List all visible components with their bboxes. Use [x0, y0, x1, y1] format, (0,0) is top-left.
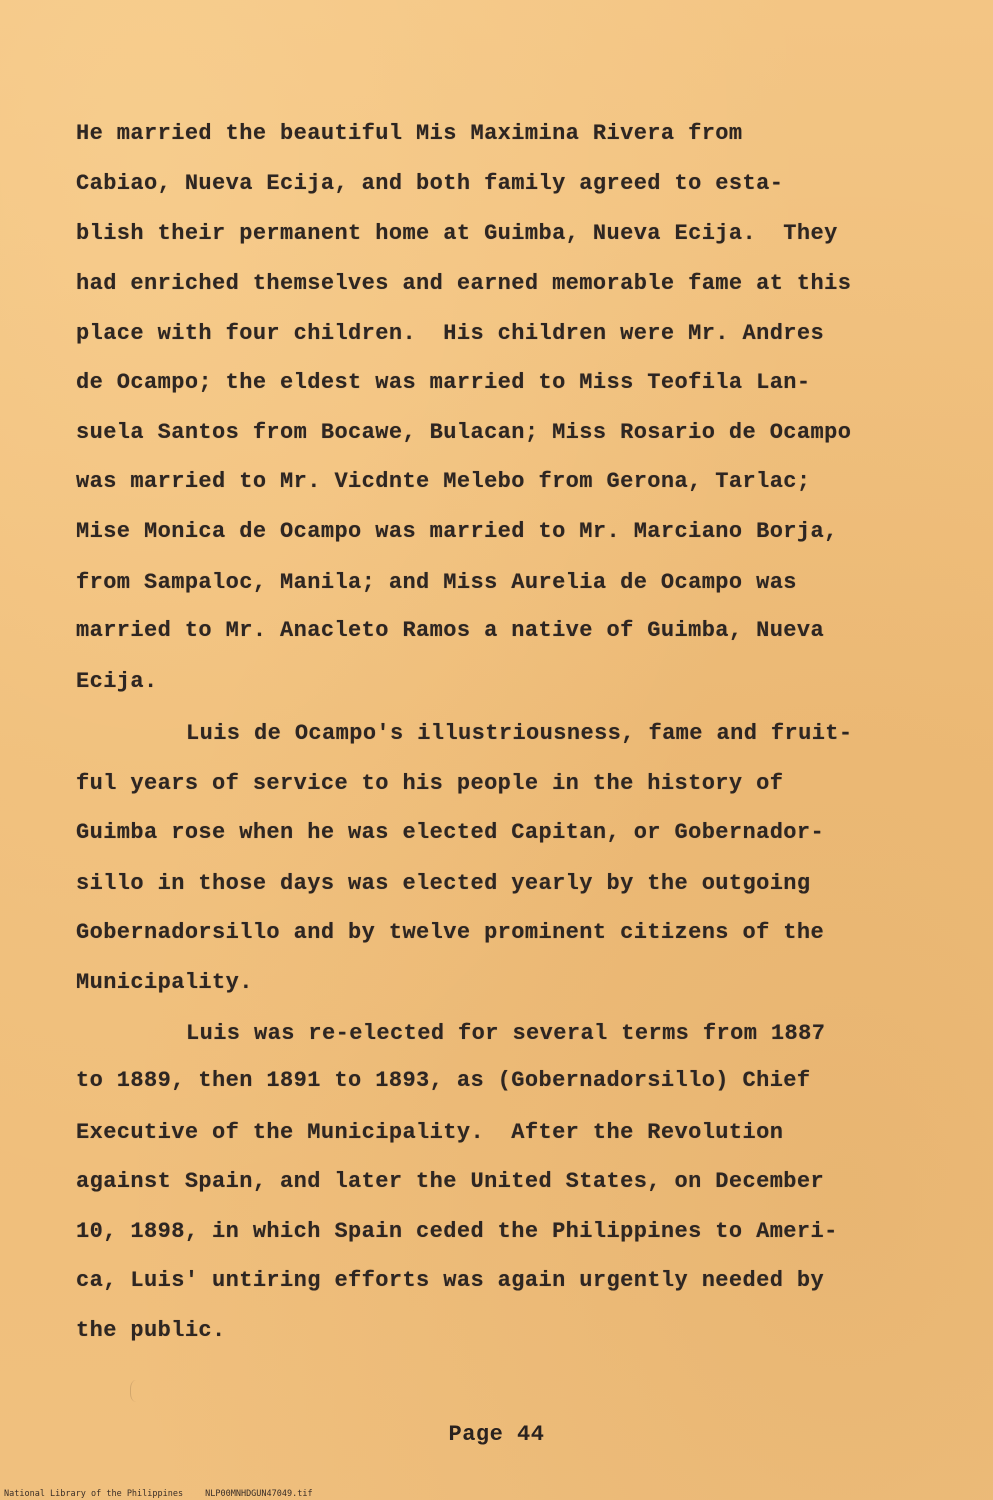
text-line-10: from Sampaloc, Manila; and Miss Aurelia de Ocampo was	[76, 570, 797, 595]
text-line-8: was married to Mr. Vicdnte Melebo from Gerona, Tarlac;	[76, 469, 811, 494]
text-line-24: ca, Luis' untiring efforts was again urgently needed by	[76, 1268, 825, 1293]
scan-footer	[4, 1489, 313, 1499]
text-line-22: against Spain, and later the United States, on December	[76, 1169, 825, 1194]
text-line-17: Gobernadorsillo and by twelve prominent citizens of the	[76, 920, 825, 945]
text-line-15: Guimba rose when he was elected Capitan, or Gobernador-	[76, 820, 825, 845]
file-name: NLP00MNHDGUN47049.tif	[205, 1489, 313, 1499]
text-line-25: the public.	[76, 1318, 226, 1343]
text-line-20: to 1889, then 1891 to 1893, as (Gobernadorsillo) Chief	[76, 1068, 811, 1093]
text-line-4: had enriched themselves and earned memorable fame at this	[76, 271, 852, 296]
text-line-19: Luis was re-elected for several terms from 1887	[186, 1021, 826, 1046]
text-line-1: He married the beautiful Mis Maximina Rivera from	[76, 121, 743, 146]
page-number: Page 44	[448, 1422, 545, 1447]
text-line-21: Executive of the Municipality. After the Revolution	[76, 1120, 784, 1145]
text-line-7: suela Santos from Bocawe, Bulacan; Miss Rosario de Ocampo	[76, 420, 852, 445]
paper-mark	[130, 1380, 145, 1402]
text-line-14: ful years of service to his people in the history of	[76, 771, 784, 796]
text-line-11: married to Mr. Anacleto Ramos a native of Guimba, Nueva	[76, 618, 825, 643]
text-line-5: place with four children. His children were Mr. Andres	[76, 321, 825, 346]
text-line-23: 10, 1898, in which Spain ceded the Philippines to Ameri-	[76, 1219, 838, 1244]
library-name: National Library of the Philippines	[4, 1489, 184, 1499]
text-line-18: Municipality.	[76, 970, 253, 995]
text-line-9: Mise Monica de Ocampo was married to Mr. Marciano Borja,	[76, 519, 838, 544]
text-line-6: de Ocampo; the eldest was married to Miss Teofila Lan-	[76, 370, 811, 395]
text-line-3: blish their permanent home at Guimba, Nueva Ecija. They	[76, 221, 838, 246]
text-line-13: Luis de Ocampo's illustriousness, fame and fruit-	[186, 721, 853, 746]
text-line-12: Ecija.	[76, 669, 158, 694]
text-line-2: Cabiao, Nueva Ecija, and both family agreed to esta-	[76, 171, 784, 196]
text-line-16: sillo in those days was elected yearly by the outgoing	[76, 871, 811, 896]
